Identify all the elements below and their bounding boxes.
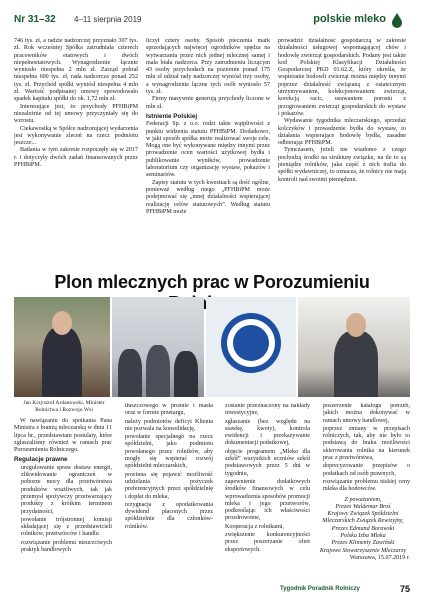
paragraph: liczył cztery osoby. Sposób pieczenia mark sprzedających najwięcej ogrodników spędza na wytwarzaniu przez nich jednej mlecznej samej i mała biała nadzorca. Przy zatrudnieniu liczącym 43 osoby przychodach na poziomie ponad 175 mln zł udział rady nadzorczej wyniósł trzy osoby, a wynagrodzenie łączne tych osób wyniosło 57 tys. zł. [146, 38, 270, 96]
paragraph: W nawiązaniu do spotkania Pana Ministra z branżą mleczarską w dniu 11 lipca br., przedstawiam postulaty, które zgłaszaliśmy również w ramach prac Porozumienia Rolniczego. [14, 418, 112, 454]
list-item: • zwiększenie konkurencyjności przez poszerzanie ofert eksportowych. [225, 532, 310, 554]
photo-caption: Jan Krzysztof Ardanowski, Minister Rolnictwa i Rozwoju Wsi [23, 400, 105, 413]
chamber-logo-icon [206, 297, 296, 397]
meeting-photo [112, 297, 204, 397]
upper-article-column-1 [14, 38, 138, 260]
bullet-list [118, 403, 213, 531]
list-item: • należy podmiotów deficyt Klienta nie pozwala na konsolidację, [125, 419, 213, 434]
bullet-list [14, 465, 112, 555]
paragraph: Wydawanie tygodnika mleczarskiego, sprzedaż kolczyków i prowadzenie bydła do wystaw, to działania wspierające hodowlę bydła, zasadne odbierając PFHBiPM. [278, 118, 406, 147]
list-item: • rozwiązanie problemu niskiej ceny mleka dla hodowców. [323, 479, 410, 494]
paragraph: Interesujące jest, że przychody PFHBiPM niezależnie od tej umowy przyczyniały się do wzrostu. [14, 103, 138, 125]
section-heading: Istnienie Polskiej [146, 112, 198, 120]
list-item: • poprzez zmiany w przepisach rolniczych, tak, aby nie było to podstawą do braku możliwości skierowania rolnika na kierunek prac z przetwórstwa, [323, 426, 410, 462]
signature-block: Z poważaniem, Prezes Waldemar Broś Krajowy Związek Spółdzielni Mleczarskich Związek Rewizyjny, Prezes Edmund Borawski Polska Izba Mleka Prezes Klimenty Zawiński Krajowe Stowarzyszenie Mleczarzy [319, 496, 407, 554]
minister-photo [14, 297, 110, 397]
issue-number: Nr 31–32 [14, 14, 56, 25]
paragraph: 746 tys. zł, a radzie nadzorczej przyznało 307 tys. zł. Rok wcześniej Spółka zatrudniała czterech pracowników etatowych i dwóch niepełnoetatowych. Wynagrodzenie łącznie wyniosło niespełna 2 mln zł. Zarząd pobrał niespełna 600 tys. zł, rada nadzorcza ponad 252 tys. zł. Przychód spółki wyniósł niespełna 4 mln zł. Wartość podpisanej umowy spowodowało spadek kapitału spółki do ok. 1,72 mln zł. [14, 38, 138, 103]
list-item: • poszerzenie katalogu potrzeb, jakich można dokonywać w ramach umowy handlowej, [323, 403, 410, 425]
page-header [14, 10, 410, 32]
paragraph: Ciekawostką w Spółce nadzorującej wydarzenia jest wykonywanie zleceń na rzecz podmiotu jeszcze... [14, 125, 138, 147]
list-item: • tłuszczowego w prośnie i masła oraz w formie przetargu, [125, 403, 213, 418]
section-heading: Regulacje prawne [14, 456, 68, 464]
section-brand: polskie mleko [313, 13, 386, 25]
list-item: • zapewnienie dodatkowych środków finansowych w celu wprowadzenia sposobów promocji mleka i jego przetworów, podkreślając ich właściwości prozdrowotne, [225, 479, 310, 523]
paragraph: Badania w tym zakresie rozpoczęły się w 2017 r. i dotyczyły dwóch zadań finansowanych przez PFHBiPM. [14, 147, 138, 169]
lower-article-column-1 [14, 418, 112, 586]
lower-article-column-4 [316, 403, 410, 586]
paragraph: Firmy masywnie generują przychody liczone w mln zł. [146, 96, 270, 110]
bullet-list [316, 403, 410, 494]
paragraph: prowadzić działalność gospodarczą w zakresie działalności usługowej wspomagającej chów i hodowlę zwierząt gospodarskich. Podany jest także kod Polskiej Klasyfikacji Działalności Gospodarczej PKD 01.62.Z, który określa, że wspieranie hodowli zwierząt można między innymi poprzez działalność związaną z ostatecznym utrzymywaniem, kolekcjonowaniem zwierząt, korekcją racic, usuwaniem porostu z przogrowaniem zwierząt gospodarskich do wystaw i pokazów. [278, 38, 406, 117]
upper-article-column-2 [146, 38, 270, 260]
upper-article-column-3 [278, 38, 406, 260]
paragraph: Federacji Sp. z o.o. rodzi takie wątpliwości z punktu widzenia statutu PFHBiPM. Dodatkowo, w jaki sposób spółka może realizować swoje cele. Mogą one być wykonywane między innymi przez prowadzenie ocen wartości użytkowej bydła i publikowanie wyników, prowadzenie laboratorium czy organizację wystaw, pokazów i seminariów. [146, 121, 270, 179]
list-item: • rozwiązanie problemu nieuczciwych praktyk handlowych [21, 540, 112, 555]
list-item: • powinna się pojawić możliwość udzielania pożyczek preferencyjnych przez spółdzielnię i dopłat do mleka, [125, 472, 213, 501]
list-item: • Kooperacja z rolnikami, [225, 524, 310, 531]
list-item: • uregulowanie spraw dostaw energii, zlikwidowanie ograniczeń w poborze mocy dla przetwórstwa produktów wrażliwych, tak jak przemysł spożywczy przetwarzający produkty z krótkim terminem przydatności, [21, 465, 112, 516]
list-item: • powołanie trójstronnej komisji składającej się z przedstawicieli rolników, przetwórców i handlu [21, 517, 112, 539]
lower-article-column-3 [218, 403, 310, 586]
list-item: • rezygnacja z opodatkowania dywidend płaconych przez spółdzielnie dla członków-rolników. [125, 502, 213, 531]
issue-date: 4–11 sierpnia 2019 [74, 15, 142, 24]
list-item: • zgłaszanie (bez względu na stawkę, kwoty), kontrola ewidencji i przekazywanie dokumentacji podatkowej, [225, 419, 310, 448]
list-item: • objęcie programem „Mleko dla szkół” wszystkich uczniów szkół podstawowych przez 5 dni w tygodniu, [225, 449, 310, 478]
lower-article-column-2 [118, 403, 213, 586]
page-number: 75 [399, 584, 410, 594]
bullet-list [218, 403, 310, 554]
magazine-name: Tygodnik Poradnik Rolniczy [280, 586, 360, 592]
page-footer [280, 584, 410, 596]
speaker-photo [298, 297, 410, 397]
list-item: • zostanie przeznaczony na nakłady inwestycyjne, [225, 403, 310, 418]
letter-date: Warszawa, 15.07.2019 r. [349, 554, 410, 561]
list-item: • powołanie specjalnego na rzecz spółdzielni, jako podmiotu powołanego przez rolników, aby mogły się wspierać rozwój spółdzielni mleczarskich, [125, 434, 213, 470]
photo-strip [14, 297, 410, 397]
milk-drop-icon [390, 12, 404, 28]
paragraph: Tymczasem, jeżeli nie wiadomo z czego pochodzą środki na strukturę związku, na ile to są pieniądze rolników, jaka część z nich trafia do spółki wydawniczej, to oznacza, że rolnicy nie mają kontroli nad swoimi pieniędzmi. [278, 147, 406, 183]
logo-panel [206, 297, 296, 397]
article-headline: Plon mlecznych prac w Porozumieniu [54, 272, 370, 292]
list-item: • doprecyzowanie przepisów o podatkach od osób prawnych, [323, 463, 410, 478]
paragraph: Zapisy statutu w tych kwestiach są dość ogólne, ponieważ według niego „PFHBiPM może podejmować się „innej działalności wspierającej realizację celów statutowych”. Według statutu PFHBiPM może [146, 179, 270, 215]
